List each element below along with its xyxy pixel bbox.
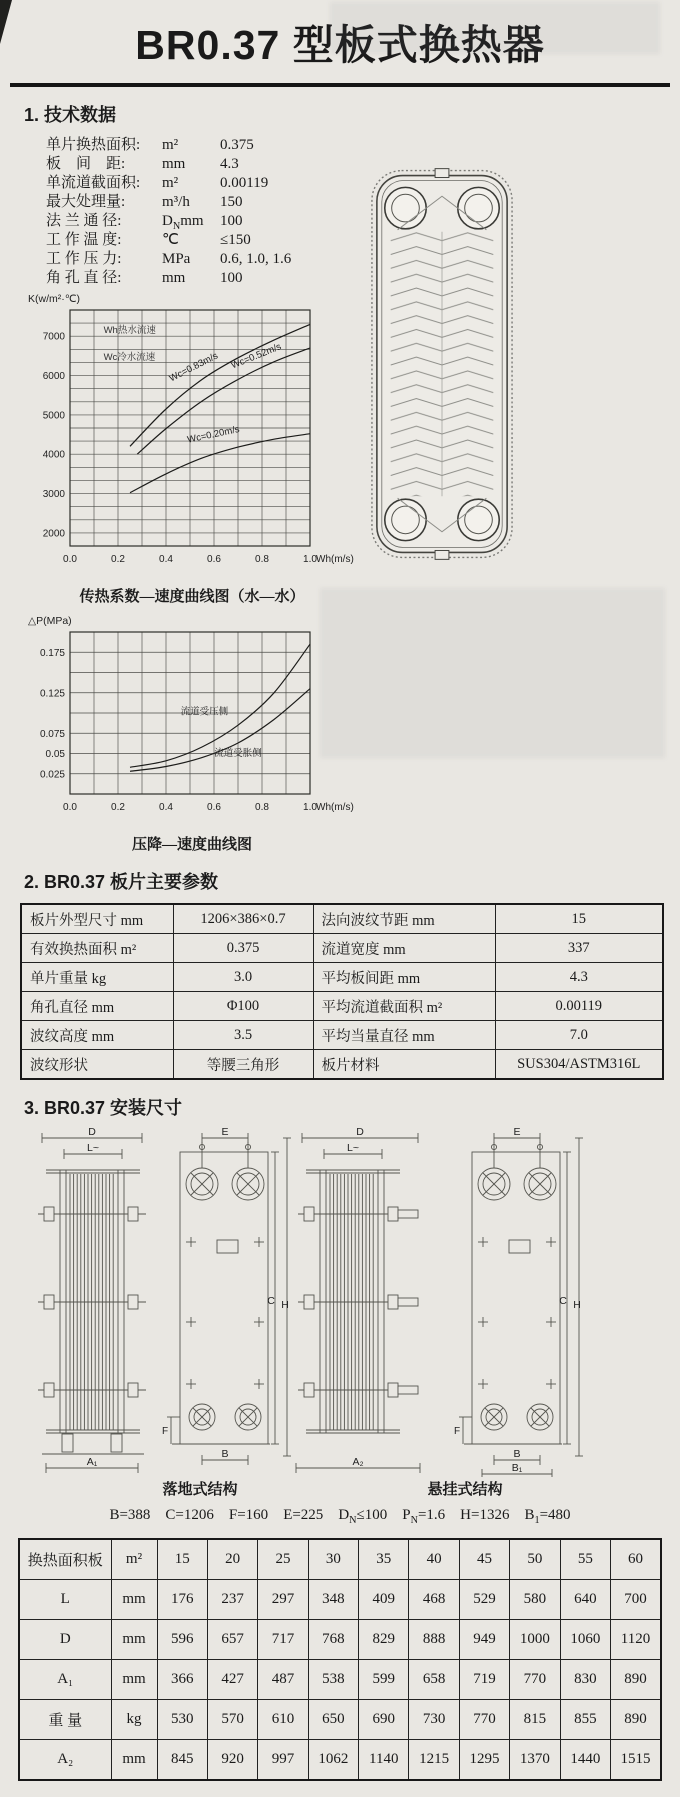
param-value-cell: 337 bbox=[495, 934, 663, 963]
param-label: 单片换热面积: bbox=[46, 137, 141, 153]
dim-label-d: D bbox=[88, 1126, 96, 1138]
param-row bbox=[46, 269, 680, 288]
param-name-cell: 平均板间距 mm bbox=[313, 963, 495, 992]
value-cell: 830 bbox=[560, 1660, 610, 1700]
param-row bbox=[46, 155, 680, 174]
value-cell: 529 bbox=[459, 1580, 509, 1620]
table-row bbox=[21, 904, 663, 934]
dim-label-c: C bbox=[267, 1295, 275, 1307]
dim-label-h: H bbox=[573, 1299, 581, 1311]
param-row bbox=[46, 174, 680, 193]
param-value-cell: 3.5 bbox=[173, 1021, 313, 1050]
param-name-cell: 角孔直径 mm bbox=[21, 992, 173, 1021]
plate-illustration-svg bbox=[368, 164, 516, 564]
value-cell: 409 bbox=[359, 1580, 409, 1620]
value-cell: 530 bbox=[157, 1700, 207, 1740]
param-value: ≤150 bbox=[220, 232, 251, 248]
value-cell: 829 bbox=[359, 1620, 409, 1660]
hang-type-caption: 悬挂式结构 bbox=[427, 1482, 503, 1498]
header-value-cell: 25 bbox=[258, 1539, 308, 1580]
value-cell: 1295 bbox=[459, 1740, 509, 1781]
dim-label-b: B bbox=[513, 1448, 521, 1460]
x-tick: 0.2 bbox=[111, 802, 125, 813]
unit-cell: mm bbox=[111, 1580, 157, 1620]
scan-bleedthrough bbox=[320, 588, 665, 758]
chart-annotation: Wh热水流速 bbox=[103, 325, 156, 337]
install-dim: B=388 bbox=[109, 1507, 151, 1523]
header-value-cell: 50 bbox=[510, 1539, 560, 1580]
param-unit: m³/h bbox=[162, 194, 190, 210]
install-dim: H=1326 bbox=[460, 1507, 510, 1523]
value-cell: 890 bbox=[611, 1660, 661, 1700]
y-axis-label: △P(MPa) bbox=[28, 615, 72, 627]
header-value-cell: 55 bbox=[560, 1539, 610, 1580]
section1-heading: 1. 技术数据 bbox=[24, 105, 117, 125]
header-value-cell: 20 bbox=[207, 1539, 257, 1580]
plate-params-table bbox=[20, 903, 664, 1080]
param-value-cell: 15 bbox=[495, 904, 663, 934]
table-row bbox=[19, 1660, 661, 1700]
param-value-cell: 4.3 bbox=[495, 963, 663, 992]
param-row bbox=[46, 193, 680, 212]
floor-type-caption: 落地式结构 bbox=[162, 1482, 238, 1498]
value-cell: 1515 bbox=[611, 1740, 661, 1781]
value-cell: 580 bbox=[510, 1580, 560, 1620]
dim-label-c: C bbox=[559, 1295, 567, 1307]
param-unit: ℃ bbox=[162, 232, 179, 248]
install-dim: $P_N=1.6$ bbox=[402, 1507, 446, 1526]
chart-svg bbox=[22, 288, 362, 578]
value-cell: 997 bbox=[258, 1740, 308, 1781]
title-rule bbox=[10, 83, 670, 87]
header-value-cell: 45 bbox=[459, 1539, 509, 1580]
header-value-cell: 30 bbox=[308, 1539, 358, 1580]
value-cell: 920 bbox=[207, 1740, 257, 1781]
value-cell: 770 bbox=[459, 1700, 509, 1740]
header-value-cell: 15 bbox=[157, 1539, 207, 1580]
drawing-floor-side bbox=[158, 1126, 294, 1483]
value-cell: 610 bbox=[258, 1700, 308, 1740]
chart-annotation: Wc冷水流速 bbox=[103, 351, 156, 363]
value-cell: 719 bbox=[459, 1660, 509, 1700]
param-name-cell: 法向波纹节距 mm bbox=[313, 904, 495, 934]
value-cell: 1370 bbox=[510, 1740, 560, 1781]
value-cell: 538 bbox=[308, 1660, 358, 1700]
y-tick: 6000 bbox=[42, 371, 65, 383]
y-tick: 0.05 bbox=[45, 749, 65, 760]
drawing-hang-front bbox=[294, 1126, 424, 1483]
value-cell: 596 bbox=[157, 1620, 207, 1660]
param-name-cell: 平均流道截面积 m² bbox=[313, 992, 495, 1021]
param-value-cell: 0.00119 bbox=[495, 992, 663, 1021]
table-row bbox=[21, 1050, 663, 1080]
param-unit: mm bbox=[162, 270, 186, 286]
param-value-cell: Φ100 bbox=[173, 992, 313, 1021]
x-tick: 0.2 bbox=[111, 554, 125, 565]
x-tick: 1.0 bbox=[303, 802, 317, 813]
value-cell: 1062 bbox=[308, 1740, 358, 1781]
value-cell: 237 bbox=[207, 1580, 257, 1620]
table-row bbox=[19, 1740, 661, 1781]
installation-drawings bbox=[0, 1126, 680, 1478]
row-label-cell: L bbox=[19, 1580, 111, 1620]
dim-label-f: F bbox=[161, 1426, 169, 1437]
param-unit: $D_Nmm$ bbox=[162, 213, 204, 232]
unit-cell: mm bbox=[111, 1620, 157, 1660]
param-value: 150 bbox=[220, 194, 243, 210]
technical-params-list bbox=[46, 136, 680, 288]
value-cell: 176 bbox=[157, 1580, 207, 1620]
y-tick: 4000 bbox=[42, 449, 65, 461]
y-tick: 2000 bbox=[42, 528, 65, 540]
param-name-cell: 波纹形状 bbox=[21, 1050, 173, 1080]
value-cell: 690 bbox=[359, 1700, 409, 1740]
value-cell: 768 bbox=[308, 1620, 358, 1660]
value-cell: 487 bbox=[258, 1660, 308, 1700]
table-row bbox=[19, 1700, 661, 1740]
value-cell: 640 bbox=[560, 1580, 610, 1620]
install-dim: C=1206 bbox=[165, 1507, 214, 1523]
header-value-cell: 35 bbox=[359, 1539, 409, 1580]
param-label: 板 间 距: bbox=[46, 156, 126, 172]
param-label: 角 孔 直 径: bbox=[46, 270, 122, 286]
x-tick: 0.6 bbox=[207, 554, 221, 565]
y-tick: 7000 bbox=[42, 331, 65, 343]
y-axis-label: K(w/m²·℃) bbox=[28, 293, 81, 305]
row-label-cell: 重 量 bbox=[19, 1700, 111, 1740]
plate-illustration bbox=[368, 164, 516, 564]
chart-svg bbox=[22, 612, 362, 824]
dim-label-b1: B₁ bbox=[511, 1462, 523, 1474]
x-tick: 0.6 bbox=[207, 802, 221, 813]
param-value: 4.3 bbox=[220, 156, 239, 172]
param-name-cell: 流道宽度 mm bbox=[313, 934, 495, 963]
value-cell: 1120 bbox=[611, 1620, 661, 1660]
k-velocity-chart bbox=[22, 288, 362, 583]
front-view-svg bbox=[294, 1126, 424, 1478]
param-label: 单流道截面积: bbox=[46, 175, 141, 191]
param-value-cell: SUS304/ASTM316L bbox=[495, 1050, 663, 1080]
table-row bbox=[21, 992, 663, 1021]
param-value-cell: 1206×386×0.7 bbox=[173, 904, 313, 934]
param-row bbox=[46, 250, 680, 269]
dim-label-l: L~ bbox=[347, 1142, 359, 1154]
dim-label-b: B bbox=[221, 1448, 229, 1460]
page-title: BR0.37 型板式换热器 bbox=[135, 22, 545, 68]
x-tick: 0.8 bbox=[255, 802, 269, 813]
value-cell: 1440 bbox=[560, 1740, 610, 1781]
k-chart-caption: 传热系数—速度曲线图（水—水） bbox=[79, 589, 305, 605]
param-value-cell: 0.375 bbox=[173, 934, 313, 963]
dim-label-a: A₁ bbox=[86, 1456, 98, 1468]
unit-cell: kg bbox=[111, 1700, 157, 1740]
value-cell: 570 bbox=[207, 1700, 257, 1740]
table-row bbox=[19, 1580, 661, 1620]
row-label-cell: D bbox=[19, 1620, 111, 1660]
value-cell: 658 bbox=[409, 1660, 459, 1700]
section3-heading: 3. BR0.37 安装尺寸 bbox=[24, 1098, 183, 1118]
value-cell: 1060 bbox=[560, 1620, 610, 1660]
param-value-cell: 等腰三角形 bbox=[173, 1050, 313, 1080]
x-tick: 0.0 bbox=[63, 802, 77, 813]
param-value-cell: 3.0 bbox=[173, 963, 313, 992]
value-cell: 1000 bbox=[510, 1620, 560, 1660]
value-cell: 657 bbox=[207, 1620, 257, 1660]
param-row bbox=[46, 212, 680, 231]
header-label-cell: 换热面积板 bbox=[19, 1539, 111, 1580]
drawing-floor-front bbox=[34, 1126, 152, 1483]
param-label: 法 兰 通 径: bbox=[46, 213, 122, 229]
x-axis-label: Wh(m/s) bbox=[316, 802, 354, 813]
value-cell: 297 bbox=[258, 1580, 308, 1620]
y-tick: 0.025 bbox=[39, 769, 65, 781]
param-unit: m² bbox=[162, 137, 179, 153]
x-tick: 0.4 bbox=[159, 802, 173, 813]
table-row bbox=[19, 1539, 661, 1580]
param-name-cell: 平均当量直径 mm bbox=[313, 1021, 495, 1050]
param-name-cell: 波纹高度 mm bbox=[21, 1021, 173, 1050]
param-label: 工 作 温 度: bbox=[46, 232, 122, 248]
value-cell: 468 bbox=[409, 1580, 459, 1620]
value-cell: 890 bbox=[611, 1700, 661, 1740]
series-label: Wc=0.83m/s bbox=[167, 350, 220, 385]
x-tick: 0.8 bbox=[255, 554, 269, 565]
side-view-svg bbox=[158, 1126, 294, 1478]
install-dim: E=225 bbox=[283, 1507, 324, 1523]
param-unit: MPa bbox=[162, 251, 191, 267]
value-cell: 845 bbox=[157, 1740, 207, 1781]
value-cell: 770 bbox=[510, 1660, 560, 1700]
param-value-cell: 7.0 bbox=[495, 1021, 663, 1050]
param-label: 最大处理量: bbox=[46, 194, 126, 210]
unit-cell: m² bbox=[111, 1539, 157, 1580]
x-tick: 1.0 bbox=[303, 554, 317, 565]
param-value: 0.00119 bbox=[220, 175, 269, 191]
value-cell: 1140 bbox=[359, 1740, 409, 1781]
front-view-svg bbox=[34, 1126, 152, 1478]
param-row bbox=[46, 231, 680, 250]
dim-label-l: L~ bbox=[87, 1142, 99, 1154]
value-cell: 730 bbox=[409, 1700, 459, 1740]
param-unit: m² bbox=[162, 175, 179, 191]
installation-size-table bbox=[18, 1538, 662, 1781]
value-cell: 949 bbox=[459, 1620, 509, 1660]
dim-label-f: F bbox=[453, 1426, 461, 1437]
param-value: 0.375 bbox=[220, 137, 254, 153]
install-dim: $D_N\le 100$ bbox=[338, 1507, 388, 1526]
value-cell: 348 bbox=[308, 1580, 358, 1620]
value-cell: 650 bbox=[308, 1700, 358, 1740]
param-name-cell: 板片外型尺寸 mm bbox=[21, 904, 173, 934]
value-cell: 855 bbox=[560, 1700, 610, 1740]
value-cell: 1215 bbox=[409, 1740, 459, 1781]
value-cell: 700 bbox=[611, 1580, 661, 1620]
param-label: 工 作 压 力: bbox=[46, 251, 122, 267]
row-label-cell: A₁ bbox=[19, 1660, 111, 1700]
drawing-captions bbox=[0, 1478, 680, 1502]
unit-cell: mm bbox=[111, 1740, 157, 1781]
section2-heading: 2. BR0.37 板片主要参数 bbox=[24, 872, 219, 892]
param-row bbox=[46, 136, 680, 155]
dim-label-d: D bbox=[356, 1126, 364, 1138]
param-unit: mm bbox=[162, 156, 186, 172]
unit-cell: mm bbox=[111, 1660, 157, 1700]
dim-label-a: A₂ bbox=[352, 1456, 364, 1468]
x-tick: 0.0 bbox=[63, 554, 77, 565]
series-label: 流道受胀侧 bbox=[214, 747, 262, 759]
value-cell: 717 bbox=[258, 1620, 308, 1660]
y-tick: 0.075 bbox=[39, 728, 65, 740]
pressure-drop-chart bbox=[22, 612, 362, 829]
install-dim: $B_1=480$ bbox=[524, 1507, 571, 1526]
y-tick: 0.125 bbox=[39, 688, 65, 700]
param-name-cell: 单片重量 kg bbox=[21, 963, 173, 992]
install-dims-line bbox=[0, 1507, 680, 1526]
header-value-cell: 60 bbox=[611, 1539, 661, 1580]
param-name-cell: 有效换热面积 m² bbox=[21, 934, 173, 963]
table-row bbox=[21, 934, 663, 963]
y-tick: 0.175 bbox=[39, 647, 65, 659]
install-dim: F=160 bbox=[228, 1507, 269, 1523]
charts-column bbox=[22, 288, 362, 854]
table-row bbox=[19, 1620, 661, 1660]
table-row bbox=[21, 963, 663, 992]
drawing-hang-side bbox=[450, 1126, 586, 1483]
param-value: 0.6, 1.0, 1.6 bbox=[220, 251, 292, 267]
y-tick: 5000 bbox=[42, 410, 65, 422]
table-row bbox=[21, 1021, 663, 1050]
series-label: 流道受压侧 bbox=[180, 706, 229, 718]
side-view-svg bbox=[450, 1126, 586, 1478]
param-value: 100 bbox=[220, 270, 243, 286]
x-tick: 0.4 bbox=[159, 554, 173, 565]
x-axis-label: Wh(m/s) bbox=[316, 554, 354, 565]
param-name-cell: 板片材料 bbox=[313, 1050, 495, 1080]
dim-label-e: E bbox=[221, 1126, 229, 1138]
series-label: Wc=0.52m/s bbox=[229, 341, 283, 372]
value-cell: 888 bbox=[409, 1620, 459, 1660]
dim-label-h: H bbox=[281, 1299, 289, 1311]
value-cell: 366 bbox=[157, 1660, 207, 1700]
dp-chart-caption: 压降—速度曲线图 bbox=[131, 837, 252, 853]
value-cell: 815 bbox=[510, 1700, 560, 1740]
header-value-cell: 40 bbox=[409, 1539, 459, 1580]
value-cell: 427 bbox=[207, 1660, 257, 1700]
param-value: 100 bbox=[220, 213, 243, 229]
y-tick: 3000 bbox=[42, 489, 65, 501]
value-cell: 599 bbox=[359, 1660, 409, 1700]
dim-label-e: E bbox=[513, 1126, 521, 1138]
series-label: Wc=0.20m/s bbox=[186, 423, 241, 446]
row-label-cell: A₂ bbox=[19, 1740, 111, 1781]
